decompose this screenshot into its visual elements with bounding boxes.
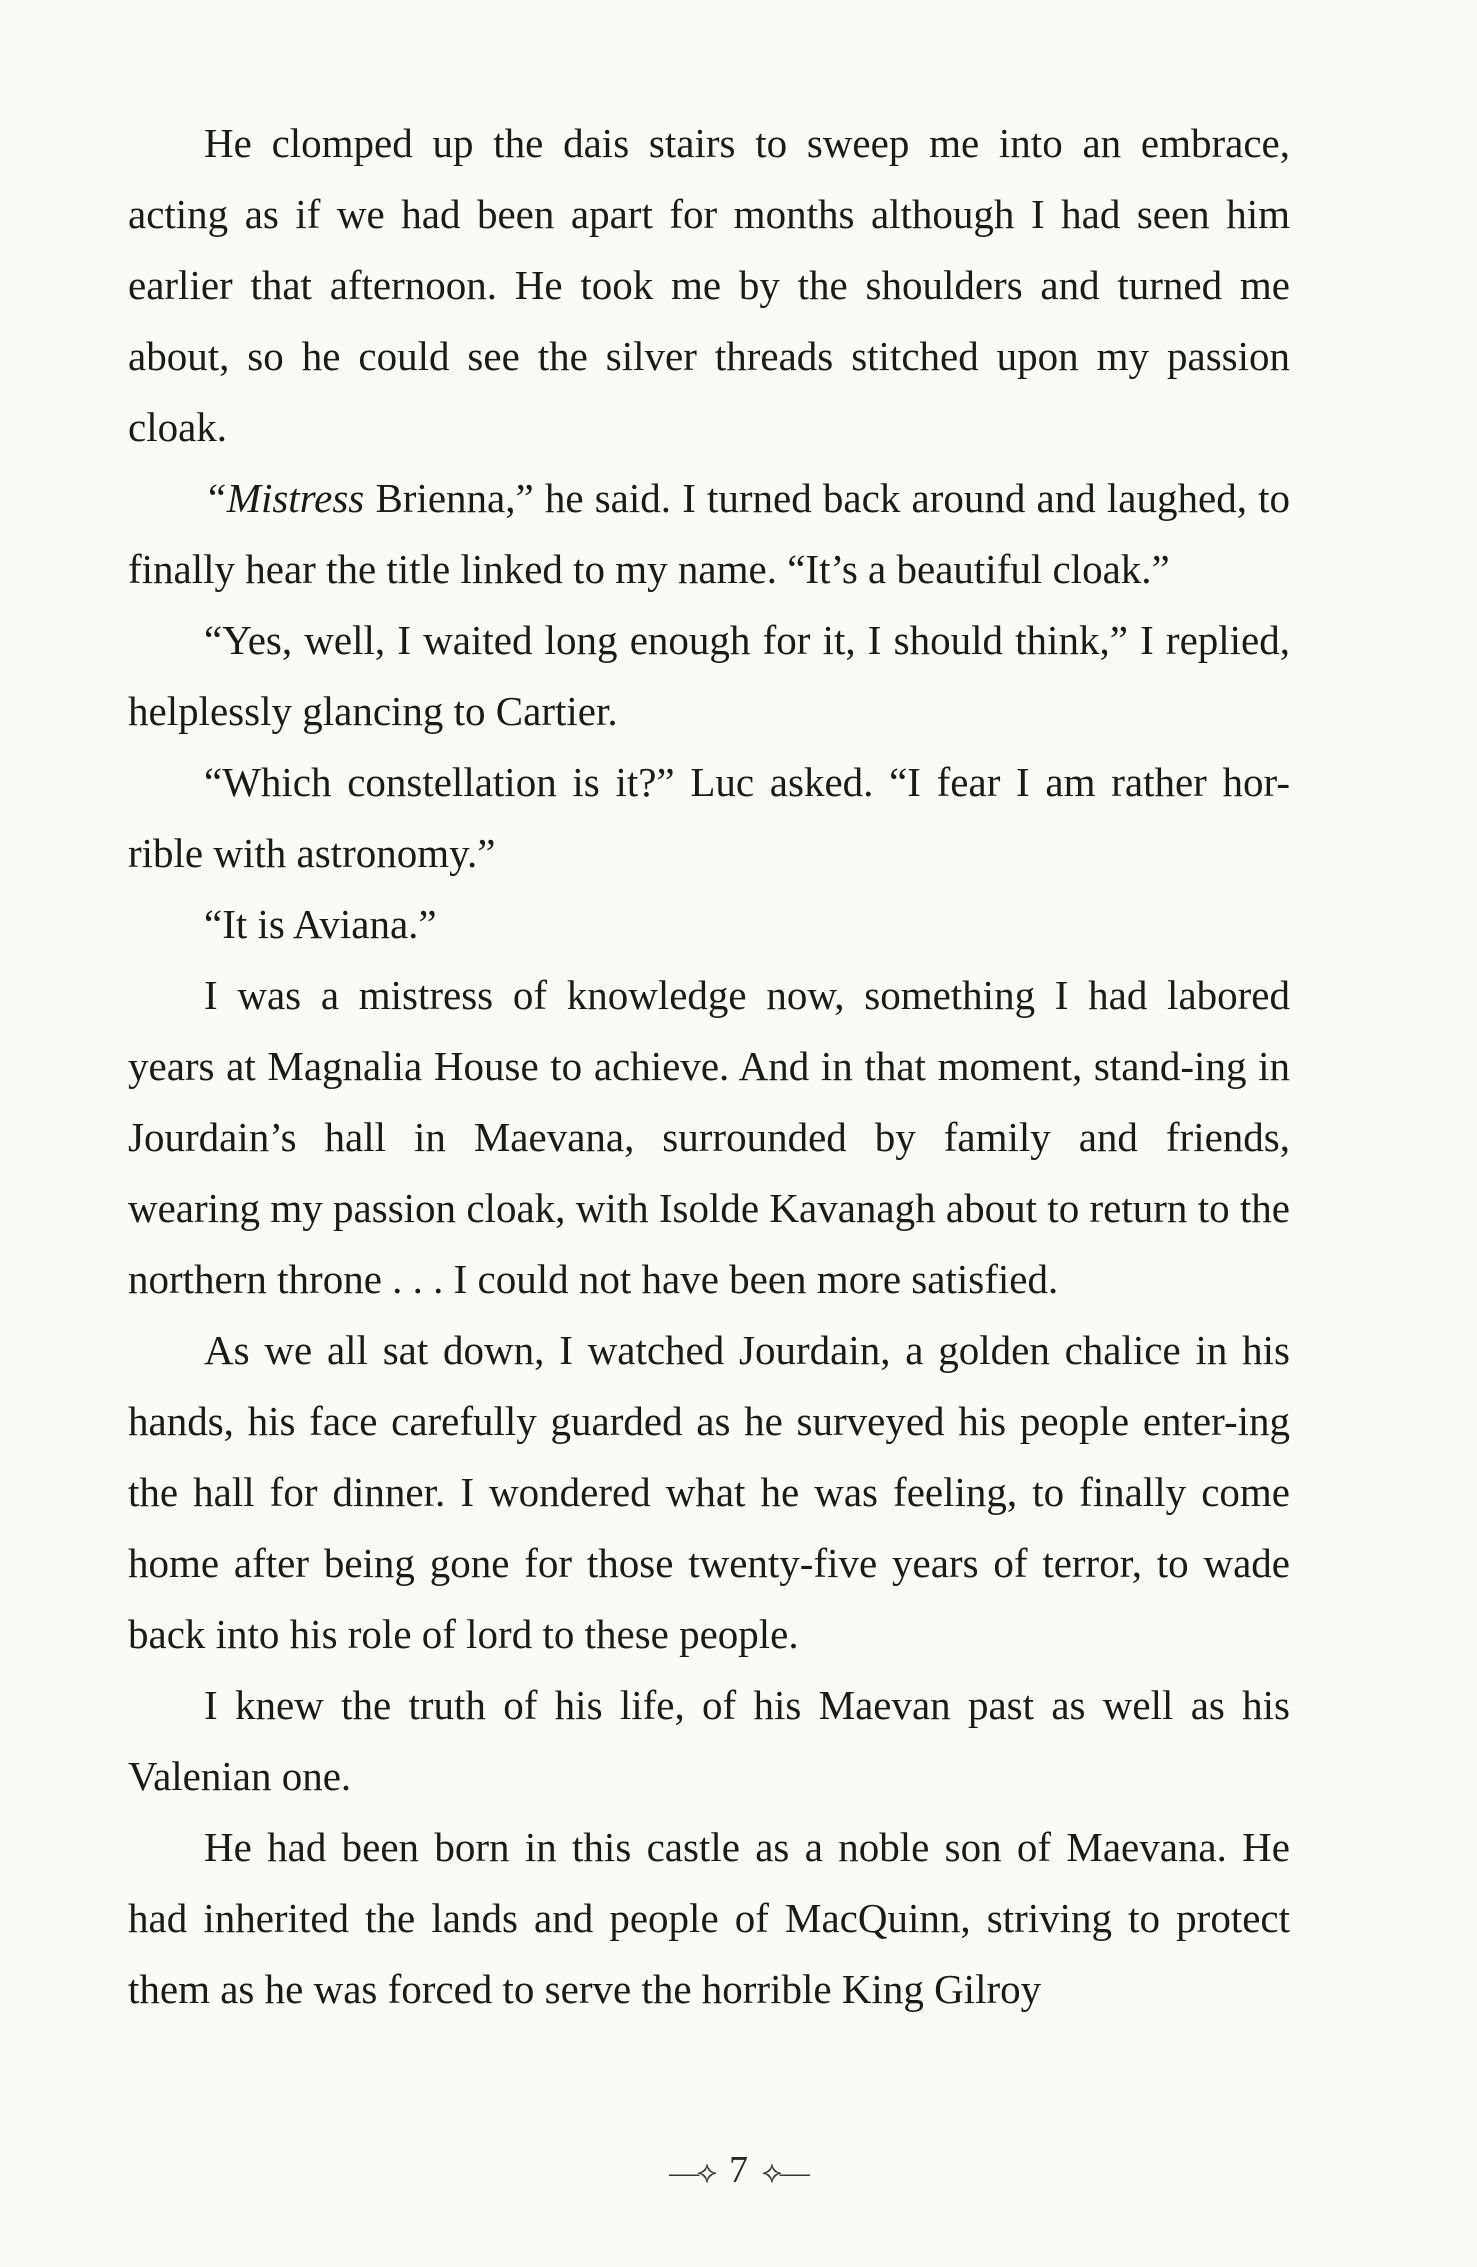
paragraph-6: I was a mistress of knowledge now, something I had labored years at Magnalia House to achieve. And in that moment, stand-ing in Jourdain’s hall in Maevana, surrounded by family and friends, wearing my passion cloak, with Isolde Kavanagh about to return to the northern throne . . . I could not have been more satisfied. <box>128 972 1290 1302</box>
paragraph-2 <box>128 463 1290 605</box>
italic-word-mistress: “Mistress <box>204 475 365 521</box>
page-number: 7 <box>729 2149 748 2191</box>
paragraph-4: “Which constellation is it?” Luc asked. “I fear I am rather hor-rible with astronomy.” <box>128 759 1290 876</box>
ornament-left-icon: —⟡ <box>669 2156 715 2189</box>
paragraph-2-text: Brienna,” he said. I turned back around and laughed, to finally hear the title linked to my name. “It’s a beautiful cloak.” <box>128 475 1291 592</box>
paragraph-8: I knew the truth of his life, of his Maevan past as well as his Valenian one. <box>128 1682 1290 1799</box>
body-text <box>128 108 1290 2025</box>
page-footer <box>0 2145 1477 2198</box>
paragraph-7: As we all sat down, I watched Jourdain, a golden chalice in his hands, his face carefully guarded as he surveyed his people enter-ing the hall for dinner. I wondered what he was feeling, to finally come home after being gone for those twenty-five years of terror, to wade back into his role of lord to these people. <box>128 1327 1290 1657</box>
paragraph-5: “It is Aviana.” <box>204 901 437 947</box>
paragraph-1: He clomped up the dais stairs to sweep me into an embrace, acting as if we had been apart for months although I had seen him earlier that afternoon. He took me by the shoulders and turned me about, so he could see the silver threads stitched upon my passion cloak. <box>128 120 1290 450</box>
ornament-right-icon: ⟡— <box>762 2156 808 2189</box>
paragraph-9: He had been born in this castle as a noble son of Maevana. He had inherited the lands and people of MacQuinn, striving to protect them as he was forced to serve the horrible King Gilroy <box>128 1824 1290 2012</box>
paragraph-3: “Yes, well, I waited long enough for it, I should think,” I replied, helplessly glancing to Cartier. <box>128 617 1290 734</box>
